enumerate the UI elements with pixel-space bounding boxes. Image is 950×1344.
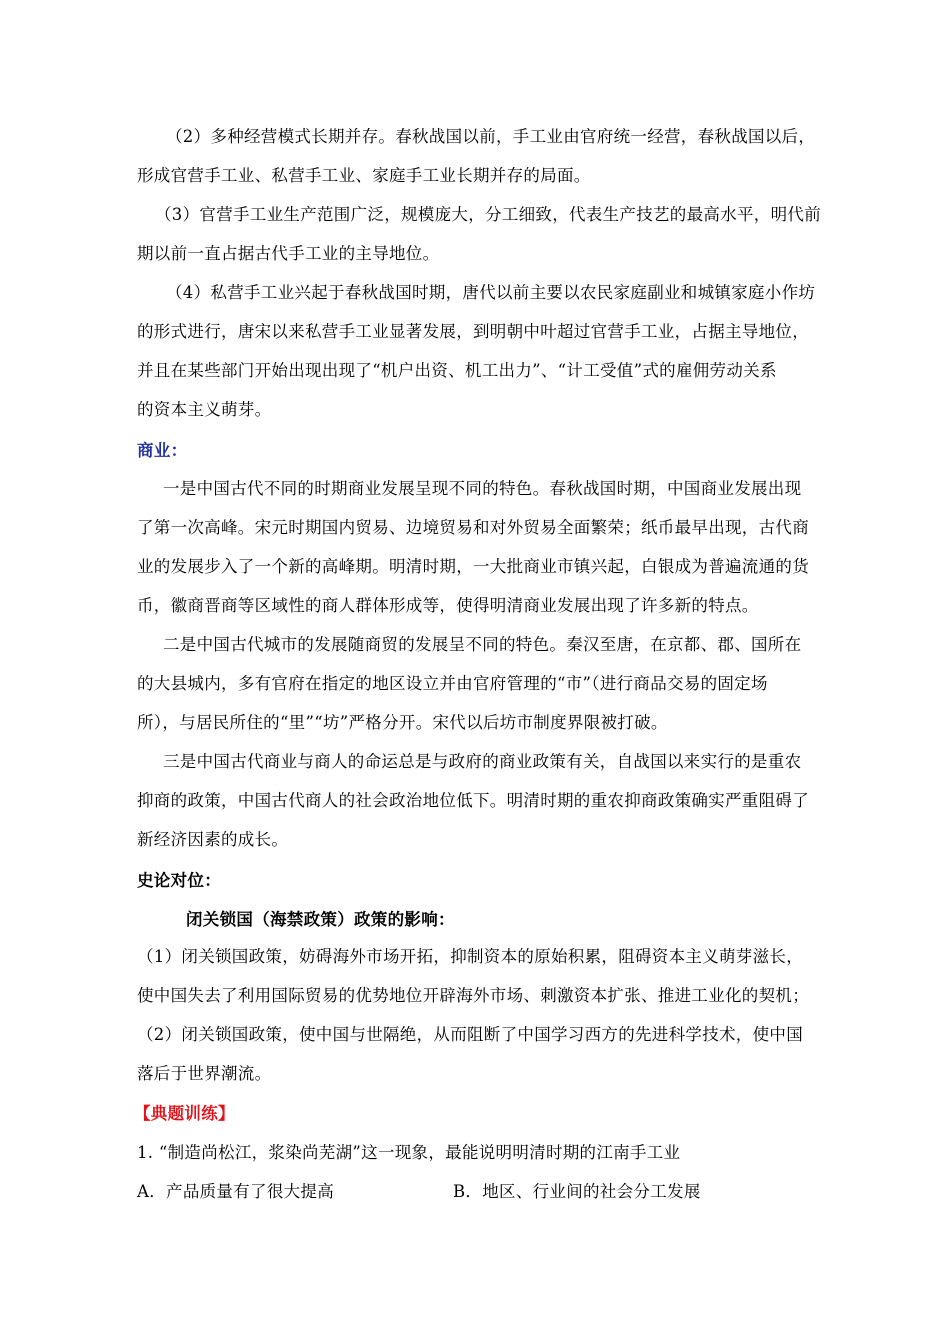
commerce-a-line-1: 一是中国古代不同的时期商业发展呈现不同的特色。春秋战国时期，中国商业发展出现 — [163, 479, 802, 498]
handicraft-point-4-line-2: 的形式进行，唐宋以来私营手工业显著发展，到明朝中叶超过官营手工业，占据主导地位， — [137, 322, 809, 341]
history-theory-item-1-line-1: （1）闭关锁国政策，妨碍海外市场开拓，抑制资本的原始积累，阻碍资本主义萌芽滋长， — [137, 947, 803, 966]
commerce-c-line-2: 抑商的政策，中国古代商人的社会政治地位低下。明清时期的重农抑商政策确实严重阻碍了 — [137, 791, 809, 810]
question-1-option-b: B．地区、行业间的社会分工发展 — [453, 1182, 701, 1201]
handicraft-point-4-line-4: 的资本主义萌芽。 — [137, 400, 272, 419]
handicraft-point-2-line-2: 形成官营手工业、私营手工业、家庭手工业长期并存的局面。 — [137, 166, 591, 185]
handicraft-point-4-line-3: 并且在某些部门开始出现出现了“机户出资、机工出力”、“计工受值”式的雇佣劳动关系 — [137, 361, 777, 380]
history-theory-item-1-line-2: 使中国失去了利用国际贸易的优势地位开辟海外市场、刺激资本扩张、推进工业化的契机； — [137, 986, 809, 1005]
commerce-heading: 商业： — [137, 441, 188, 460]
history-theory-subheading: 闭关锁国（海禁政策）政策的影响： — [186, 910, 455, 929]
commerce-a-line-3: 业的发展步入了一个新的高峰期。明清时期，一大批商业市镇兴起，白银成为普遍流通的货 — [137, 557, 809, 576]
handicraft-point-2-line-1: （2）多种经营模式长期并存。春秋战国以前，手工业由官府统一经营，春秋战国以后， — [166, 127, 816, 146]
history-theory-item-2-line-1: （2）闭关锁国政策，使中国与世隔绝，从而阻断了中国学习西方的先进科学技术，使中国 — [137, 1025, 803, 1044]
handicraft-point-3-line-2: 期以前一直占据古代手工业的主导地位。 — [137, 244, 440, 263]
commerce-b-line-1: 二是中国古代城市的发展随商贸的发展呈不同的特色。秦汉至唐，在京都、郡、国所在 — [163, 635, 802, 654]
handicraft-point-4-line-1: （4）私营手工业兴起于春秋战国时期，唐代以前主要以农民家庭副业和城镇家庭小作坊 — [166, 283, 816, 302]
commerce-a-line-2: 了第一次高峰。宋元时期国内贸易、边境贸易和对外贸易全面繁荣；纸币最早出现，古代商 — [137, 518, 809, 537]
history-theory-item-2-line-2: 落后于世界潮流。 — [137, 1064, 272, 1083]
training-heading: 【典题训练】 — [134, 1104, 235, 1123]
commerce-a-line-4: 币，徽商晋商等区域性的商人群体形成等，使得明清商业发展出现了许多新的特点。 — [137, 596, 759, 615]
commerce-b-line-3: 所），与居民所住的“里”“坊”严格分开。宋代以后坊市制度界限被打破。 — [137, 713, 668, 732]
question-1-option-a: A．产品质量有了很大提高 — [137, 1182, 335, 1201]
commerce-c-line-1: 三是中国古代商业与商人的命运总是与政府的商业政策有关，自战国以来实行的是重农 — [163, 752, 802, 771]
commerce-c-line-3: 新经济因素的成长。 — [137, 830, 289, 849]
commerce-b-line-2: 的大县城内，多有官府在指定的地区设立并由官府管理的“市”（进行商品交易的固定场 — [137, 674, 768, 693]
question-1-stem: 1. “制造尚松江，浆染尚芜湖”这一现象，最能说明明清时期的江南手工业 — [137, 1143, 681, 1162]
handicraft-point-3-line-1: （3）官营手工业生产范围广泛，规模庞大，分工细致，代表生产技艺的最高水平，明代前 — [155, 205, 821, 224]
history-theory-heading: 史论对位： — [137, 871, 221, 890]
